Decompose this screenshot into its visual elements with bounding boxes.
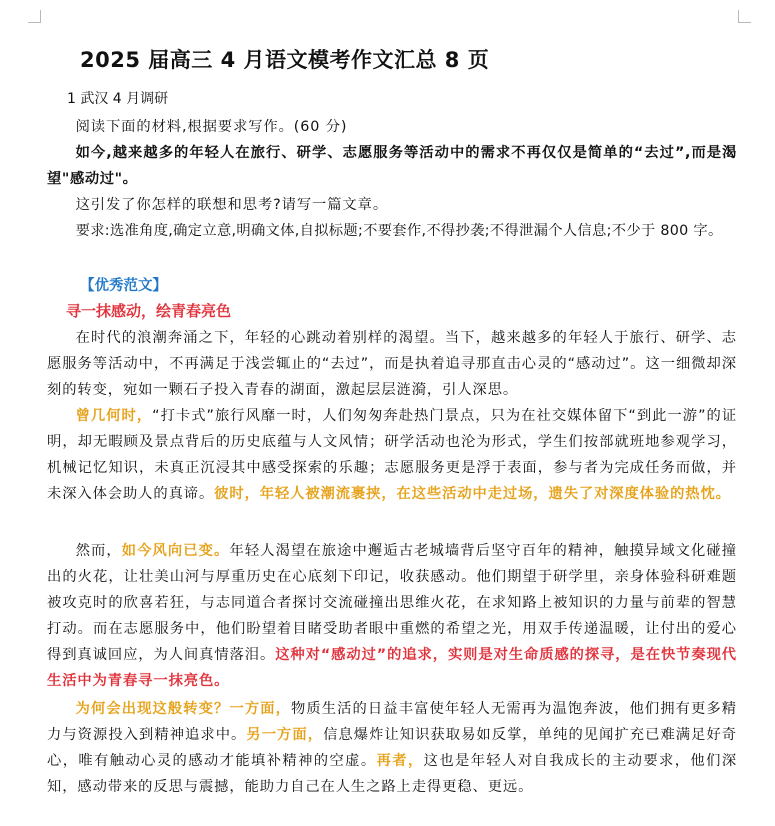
paragraph-3-lead: 如今风向已变。 xyxy=(121,543,230,559)
page-corner-mark-right xyxy=(738,10,751,23)
essay-paragraph-2 xyxy=(47,403,737,507)
paragraph-4-body-1: 物质生活的日益丰富使年轻人无需再为温饱奔波，他们拥有更多精力与资源投入到精神追求中。 xyxy=(47,701,737,744)
paragraph-2-lead: 曾几何时， xyxy=(75,408,153,424)
essay-title: 寻一抹感动，绘青春亮色 xyxy=(66,302,232,320)
paragraph-4-transition-2: 再者， xyxy=(376,753,424,770)
essay-paragraph-3 xyxy=(47,538,737,695)
paragraph-4-lead: 为何会出现这般转变？一方面， xyxy=(75,701,291,717)
prompt-paragraph: 这引发了你怎样的联想和思考?请写一篇文章。 xyxy=(75,197,389,213)
essay-paragraph-1: 在时代的浪潮奔涌之下，年轻的心跳动着别样的渴望。当下，越来越多的年轻人于旅行、研学、志愿服务等活动中，不再满足于浅尝辄止的“去过”，而是执着追寻那直击心灵的“感动过”。这一细微却深刻的转变，宛如一颗石子投入青春的湖面，激起层层涟漪，引人深思。 xyxy=(47,330,737,399)
page-corner-mark-left xyxy=(28,10,41,23)
paragraph-3-conclusion: 这种对“感动过”的追求，实则是对生命质感的探寻，是在快节奏现代生活中为青春寻一抹亮色。 xyxy=(47,647,737,690)
paragraph-2-body: “打卡式”旅行风靡一时，人们匆匆奔赴热门景点，只为在社交媒体留下“到此一游”的证明，却无暇顾及景点背后的历史底蕴与人文风情；研学活动也沦为形式，学生们按部就班地参观学习，机械记忆知识，未真正沉浸其中感受探索的乐趣；志愿服务更是浮于表面，参与者为完成任务而做，并未深入体会助人的真谛。 xyxy=(47,408,738,503)
paragraph-4-transition-1: 另一方面， xyxy=(246,727,324,744)
paragraph-2-conclusion: 彼时，年轻人被潮流裹挟，在这些活动中走过场，遗失了对深度体验的热忱。 xyxy=(214,486,731,503)
essay-paragraph-4 xyxy=(47,696,737,800)
paragraph-3-body: 年轻人渴望在旅途中邂逅古老城墙背后坚守百年的精神，触摸异域文化碰撞出的火花，让壮美山河与厚重历史在心底刻下印记，收获感动。他们期望于研学里，亲身体验科研难题被攻克时的欣喜若狂，与志同道合者探讨交流碰撞出思维火花，在求知路上被知识的力量与前辈的智慧打动。而在志愿服务中，他们盼望着目睹受助者眼中重燃的希望之光，用双手传递温暖，让付出的爱心得到真诚回应，为人间真情落泪。 xyxy=(47,543,737,664)
paragraph-3-start: 然而， xyxy=(75,543,122,559)
page-title: 2025 届高三 4 月语文模考作文汇总 8 页 xyxy=(80,48,490,72)
paragraph-4-body-3: 这也是年轻人对自我成长的主动要求，他们深知，感动带来的反思与震撼，能助力自己在人生之路上走得更稳、更远。 xyxy=(47,753,738,796)
requirements-paragraph: 要求:选准角度,确定立意,明确文体,自拟标题;不要套作,不得抄袭;不得泄漏个人信息;不少于 800 字。 xyxy=(75,223,723,239)
paragraph-4-body-2: 信息爆炸让知识获取易如反掌，单纯的见闻扩充已难满足好奇心，唯有触动心灵的感动才能填补精神的空虚。 xyxy=(47,727,737,770)
section-label: 【优秀范文】 xyxy=(80,278,167,294)
source-line: 1 武汉 4 月调研 xyxy=(67,91,169,107)
material-paragraph: 如今,越来越多的年轻人在旅行、研学、志愿服务等活动中的需求不再仅仅是简单的“去过”,而是渴望"感动过"。 xyxy=(47,145,737,188)
instruction-paragraph: 阅读下面的材料,根据要求写作。(60 分) xyxy=(75,119,348,135)
